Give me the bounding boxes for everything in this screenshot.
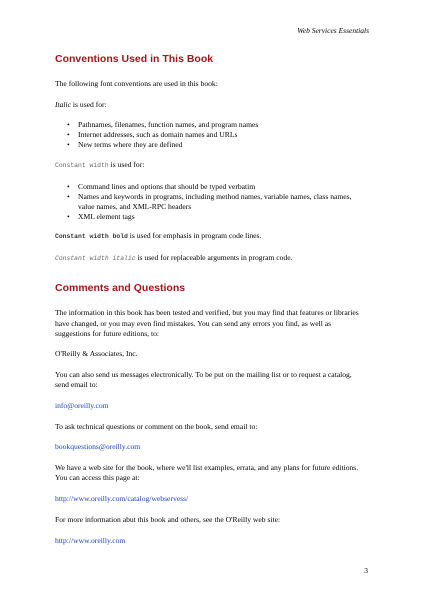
comments-heading: Comments and Questions (55, 282, 186, 295)
comments-paragraph-5: For more information abut this book and others, see the O'Reilly web site: (55, 514, 281, 524)
conventions-heading: Conventions Used in This Book (55, 53, 214, 65)
constant-width-convention (55, 160, 367, 171)
constant-width-italic-suffix: is used for replaceable arguments in program code. (135, 253, 293, 263)
constant-width-bold-term: Constant width bold (55, 233, 128, 241)
italic-suffix: is used for: (71, 99, 107, 109)
site-url-link[interactable]: http://www.oreilly.com (55, 535, 126, 545)
list-item: • Pathnames, filenames, function names, and program names (78, 120, 367, 130)
constant-width-italic-convention (55, 253, 367, 264)
running-header: Web Services Essentials (297, 26, 369, 35)
list-item: • XML element tags (78, 212, 367, 222)
constant-width-italic-term: Constant width italic (55, 255, 136, 263)
info-email-link[interactable]: info@oreilly.com (55, 401, 109, 411)
publisher-name: O'Reilly & Associates, Inc. (55, 349, 138, 359)
conventions-intro: The following font conventions are used in this book: (55, 79, 218, 88)
list-item: • Names and keywords in programs, including method names, variable names, class names, value names, and XML-RPC headers (78, 192, 367, 212)
list-item: • Command lines and options that should be typed verbatim (78, 182, 367, 192)
comments-paragraph-1: The information in this book has been tested and verified, but you may find that features or libraries have changed, or you may even find mistakes. You can send any errors you find, as well as suggestions for future editions, to: (55, 308, 359, 338)
page-number: 3 (364, 566, 368, 575)
constant-width-suffix: is used for: (108, 160, 145, 170)
questions-email-link[interactable]: bookquestions@oreilly.com (55, 442, 141, 452)
italic-list (55, 120, 367, 150)
list-item: • New terms where they are defined (78, 140, 367, 150)
list-item: • Internet addresses, such as domain names and URLs (78, 130, 367, 140)
constant-width-bold-convention (55, 231, 367, 242)
comments-paragraph-2: You can also send us messages electronically. To be put on the mailing list or to request a catalog, send email to: (55, 370, 352, 390)
italic-convention (55, 100, 367, 110)
constant-width-list (55, 182, 367, 222)
comments-paragraph-4: We have a web site for the book, where we'll list examples, errata, and any plans for future editions. You can access this page at: (55, 463, 359, 483)
constant-width-bold-suffix: is used for emphasis in program code lines. (127, 231, 262, 241)
comments-paragraph-3: To ask technical questions or comment on the book, send email to: (55, 421, 258, 431)
main-content (55, 52, 367, 556)
italic-term: Italic (55, 99, 72, 109)
constant-width-term: Constant width (55, 162, 109, 170)
book-url-link[interactable]: http://www.oreilly.com/catalog/webservess/ (55, 494, 189, 504)
